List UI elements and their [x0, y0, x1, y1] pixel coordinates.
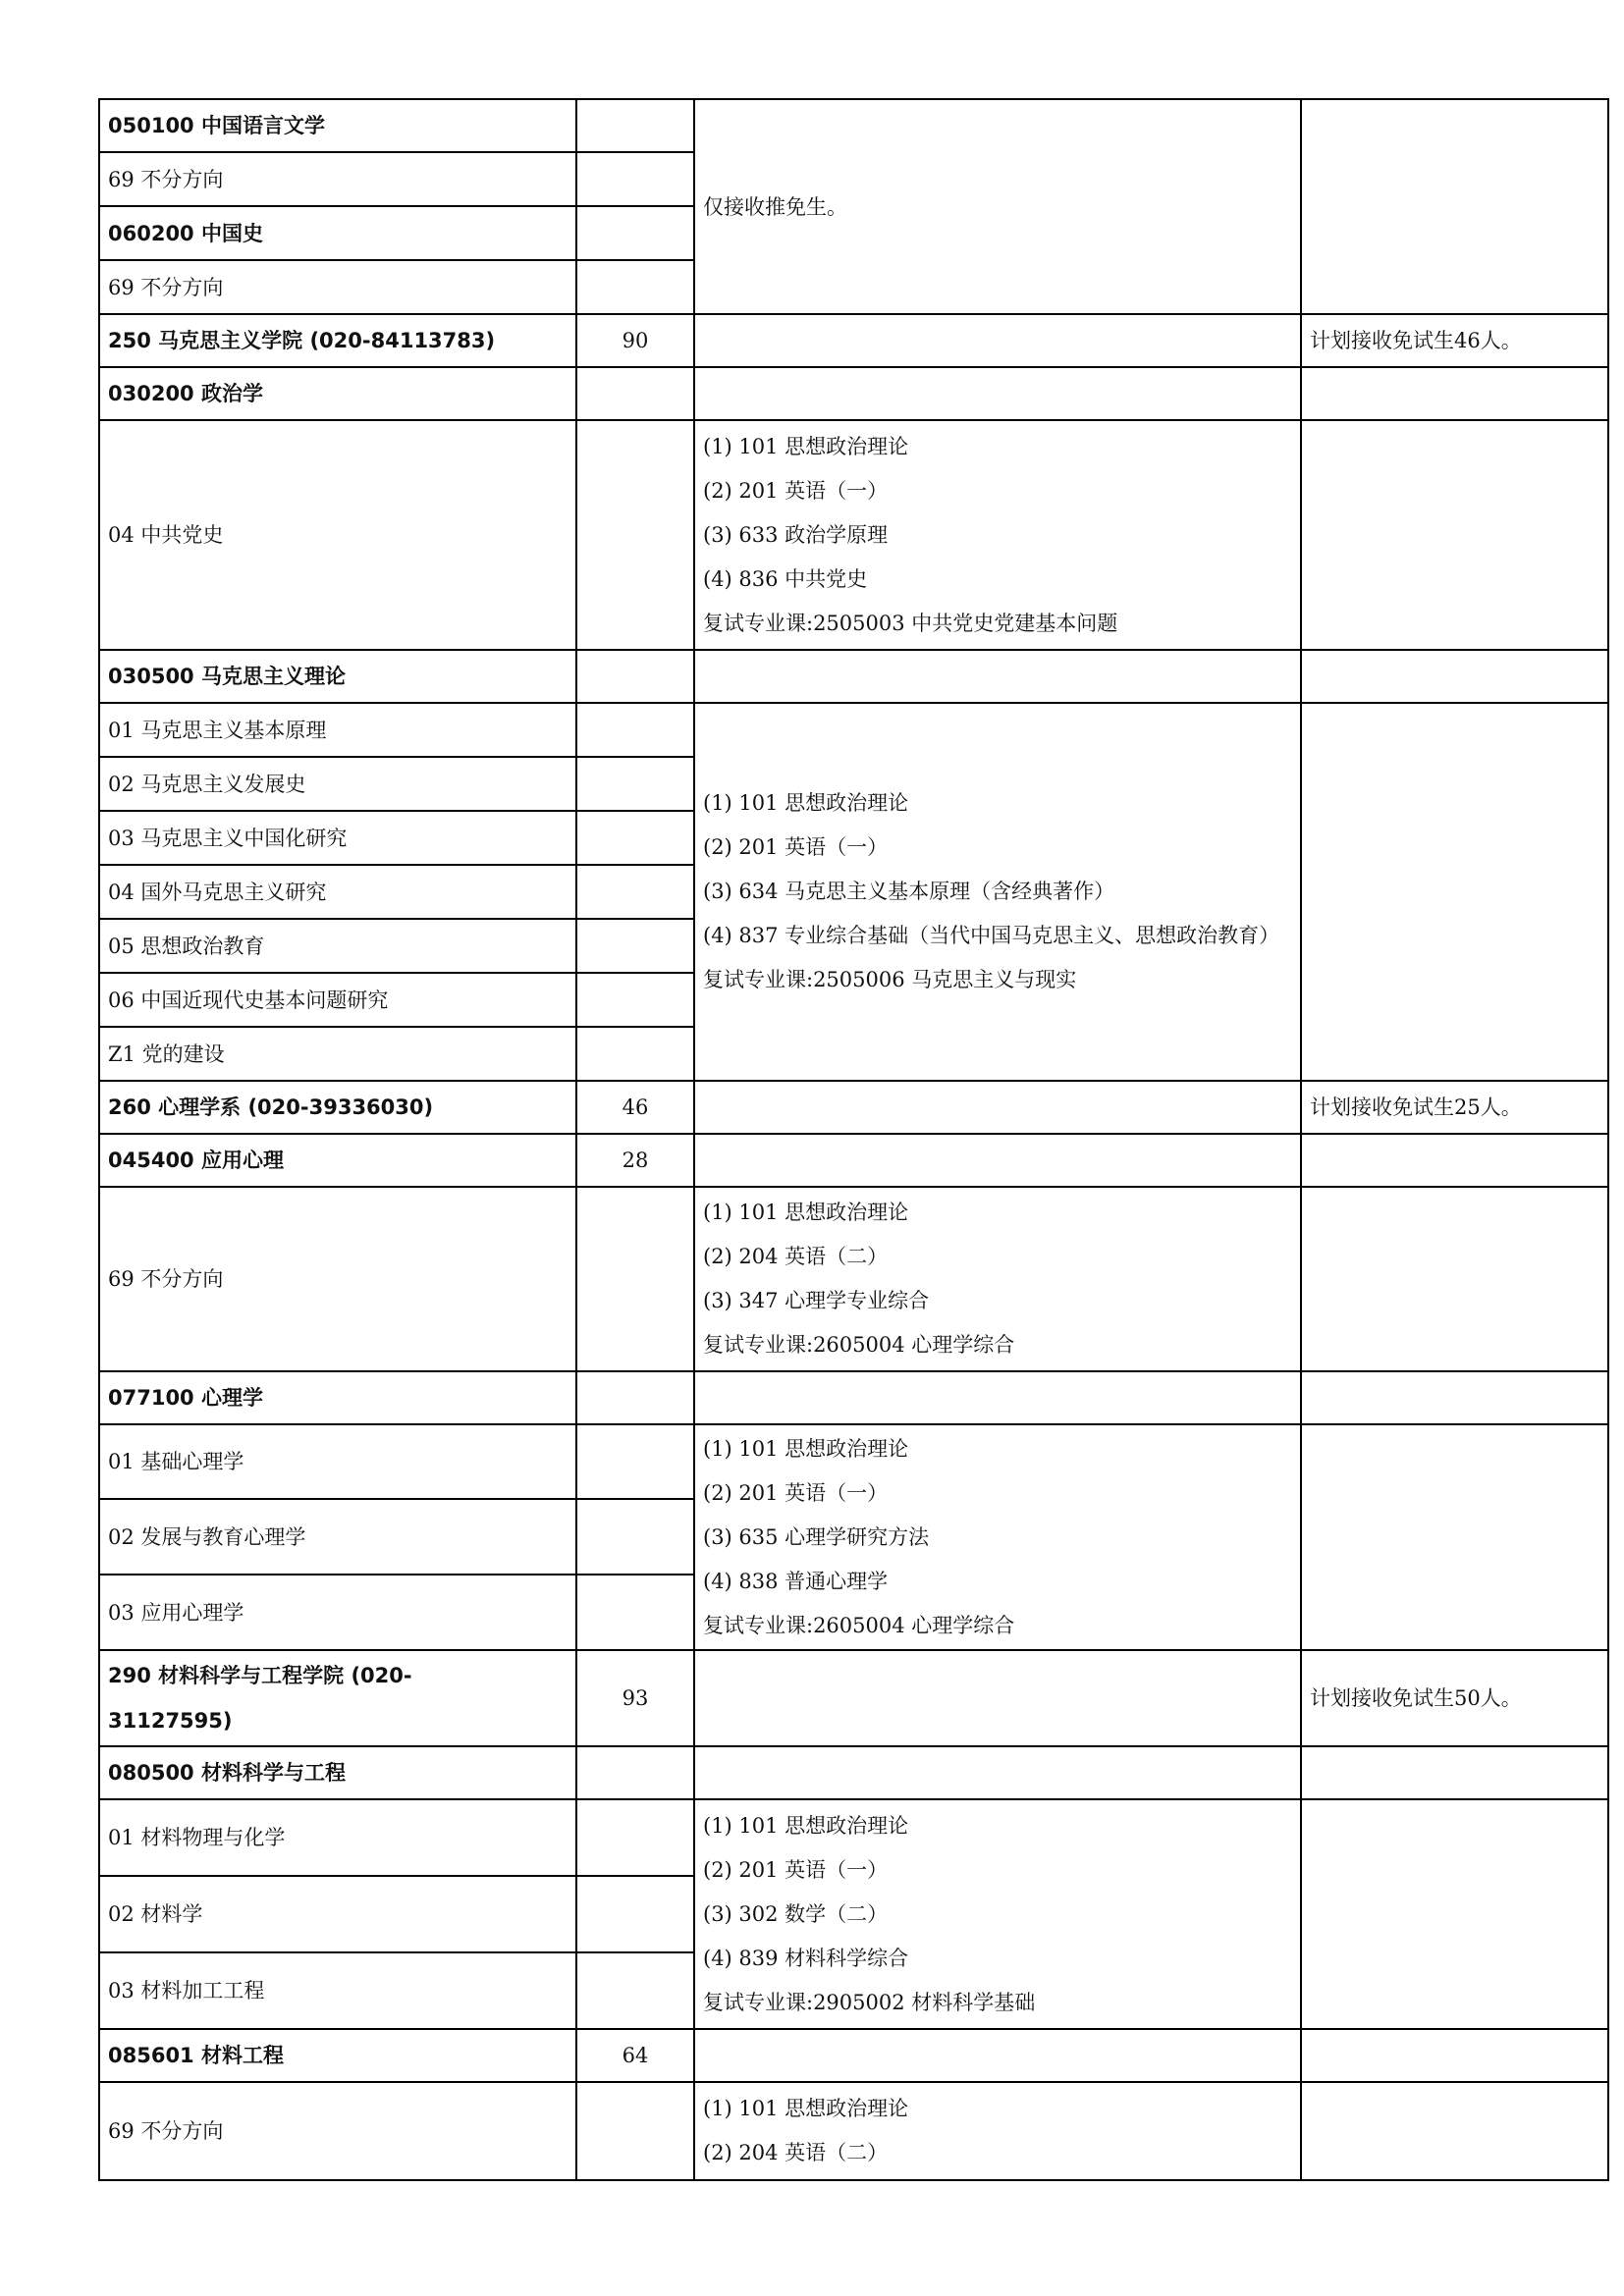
exam-subjects-cell — [694, 1187, 1301, 1371]
count-cell — [576, 206, 694, 260]
table-row — [99, 1187, 1608, 1371]
count-cell — [576, 99, 694, 152]
dept-250: 250 马克思主义学院 (020-84113783) — [99, 314, 576, 367]
exam-subjects-cell — [694, 1799, 1301, 2029]
exam-subjects-cell — [694, 1424, 1301, 1650]
table-row — [99, 99, 1608, 152]
exam-subjects-cell — [694, 1134, 1301, 1187]
direction-03: 03 应用心理学 — [99, 1575, 576, 1650]
table-row — [99, 2082, 1608, 2180]
direction-01: 01 材料物理与化学 — [99, 1799, 576, 1876]
direction-z1: Z1 党的建设 — [99, 1027, 576, 1081]
exam-line: (2) 201 英语（一） — [703, 1480, 889, 1505]
major-077100: 077100 心理学 — [99, 1371, 576, 1424]
major-050100: 050100 中国语言文学 — [99, 99, 576, 152]
remarks-cell — [1301, 420, 1608, 650]
dept-290-count: 93 — [576, 1650, 694, 1746]
table-row — [99, 367, 1608, 420]
count-cell — [576, 973, 694, 1027]
table-row — [99, 703, 1608, 757]
exam-line: (1) 101 思想政治理论 — [703, 791, 909, 815]
exam-subjects-cell — [694, 2029, 1301, 2082]
count-cell — [576, 1499, 694, 1575]
remarks-cell — [1301, 1371, 1608, 1424]
major-030500: 030500 马克思主义理论 — [99, 650, 576, 703]
count-cell — [576, 1187, 694, 1371]
count-cell — [576, 811, 694, 865]
exam-line: (4) 837 专业综合基础（当代中国马克思主义、思想政治教育） — [703, 924, 1280, 947]
table-row — [99, 1650, 1608, 1746]
exam-line: (3) 347 心理学专业综合 — [703, 1289, 930, 1312]
exam-line: (3) 633 政治学原理 — [703, 522, 889, 547]
dept-290 — [99, 1650, 576, 1746]
exam-line: (2) 204 英语（二） — [703, 2141, 889, 2164]
exam-subjects-cell — [694, 314, 1301, 367]
exam-line: (3) 634 马克思主义基本原理（含经典著作） — [703, 880, 1115, 903]
remarks-cell — [1301, 2082, 1608, 2180]
count-cell — [576, 919, 694, 973]
count-cell — [576, 1746, 694, 1799]
table-row — [99, 1799, 1608, 1876]
table-row — [99, 2029, 1608, 2082]
remarks-cell — [1301, 367, 1608, 420]
exam-line: (4) 836 中共党史 — [703, 566, 868, 591]
remarks-cell — [1301, 1187, 1608, 1371]
table-row — [99, 1134, 1608, 1187]
count-cell — [576, 1424, 694, 1499]
major-080500: 080500 材料科学与工程 — [99, 1746, 576, 1799]
dept-250-count: 90 — [576, 314, 694, 367]
direction-69: 69 不分方向 — [99, 260, 576, 314]
major-085601: 085601 材料工程 — [99, 2029, 576, 2082]
count-cell — [576, 2082, 694, 2180]
count-cell — [576, 1952, 694, 2029]
direction-69: 69 不分方向 — [99, 2082, 576, 2180]
count-cell — [576, 1799, 694, 1876]
remarks-cell — [1301, 1746, 1608, 1799]
count-cell — [576, 152, 694, 206]
count-cell — [576, 865, 694, 919]
exam-subjects-cell — [694, 650, 1301, 703]
exam-subjects-cell — [694, 1746, 1301, 1799]
count-cell — [576, 650, 694, 703]
exam-subjects-cell — [694, 2082, 1301, 2180]
major-030200: 030200 政治学 — [99, 367, 576, 420]
table-row — [99, 314, 1608, 367]
exam-line: 复试专业课:2905002 材料科学基础 — [703, 1990, 1036, 2014]
major-085601-count: 64 — [576, 2029, 694, 2082]
direction-01: 01 马克思主义基本原理 — [99, 703, 576, 757]
direction-02: 02 发展与教育心理学 — [99, 1499, 576, 1575]
exam-line: (3) 302 数学（二） — [703, 1901, 889, 1926]
count-cell — [576, 1575, 694, 1650]
direction-05: 05 思想政治教育 — [99, 919, 576, 973]
remarks-cell — [1301, 99, 1608, 314]
count-cell — [576, 420, 694, 650]
direction-69: 69 不分方向 — [99, 152, 576, 206]
exam-line: (2) 201 英语（一） — [703, 1857, 889, 1882]
remarks-cell — [1301, 1424, 1608, 1650]
remarks-cell — [1301, 2029, 1608, 2082]
major-045400: 045400 应用心理 — [99, 1134, 576, 1187]
remarks-cell — [1301, 1134, 1608, 1187]
exam-subjects-cell — [694, 1650, 1301, 1746]
exam-subjects-cell — [694, 703, 1301, 1081]
count-cell — [576, 1876, 694, 1952]
dept-290-note: 计划接收免试生50人。 — [1301, 1650, 1608, 1746]
remarks-cell — [1301, 650, 1608, 703]
table-row — [99, 1424, 1608, 1499]
major-060200: 060200 中国史 — [99, 206, 576, 260]
exam-line: (1) 101 思想政治理论 — [703, 1436, 909, 1461]
dept-260-count: 46 — [576, 1081, 694, 1134]
table-row — [99, 1371, 1608, 1424]
direction-03: 03 马克思主义中国化研究 — [99, 811, 576, 865]
exam-line: (2) 204 英语（二） — [703, 1245, 889, 1268]
remarks-cell — [1301, 703, 1608, 1081]
table-row — [99, 1081, 1608, 1134]
direction-04: 04 国外马克思主义研究 — [99, 865, 576, 919]
direction-02: 02 材料学 — [99, 1876, 576, 1952]
exam-line: (3) 635 心理学研究方法 — [703, 1524, 930, 1549]
table-row — [99, 650, 1608, 703]
admissions-table — [98, 98, 1609, 2181]
direction-01: 01 基础心理学 — [99, 1424, 576, 1499]
count-cell — [576, 757, 694, 811]
exam-line: (2) 201 英语（一） — [703, 835, 889, 859]
dept-290-name: 290 材料科学与工程学院 (020-31127595) — [108, 1664, 412, 1733]
dept-250-note: 计划接收免试生46人。 — [1301, 314, 1608, 367]
table-row — [99, 1746, 1608, 1799]
major-045400-count: 28 — [576, 1134, 694, 1187]
direction-02: 02 马克思主义发展史 — [99, 757, 576, 811]
exam-line: (4) 839 材料科学综合 — [703, 1946, 909, 1970]
exam-subjects-cell — [694, 420, 1301, 650]
direction-03: 03 材料加工工程 — [99, 1952, 576, 2029]
exam-subjects-cell — [694, 99, 1301, 314]
exam-line: (1) 101 思想政治理论 — [703, 434, 909, 458]
count-cell — [576, 703, 694, 757]
exam-subjects-cell — [694, 1081, 1301, 1134]
exam-line: (1) 101 思想政治理论 — [703, 1201, 909, 1224]
dept-260: 260 心理学系 (020-39336030) — [99, 1081, 576, 1134]
exam-line: (1) 101 思想政治理论 — [703, 2097, 909, 2120]
count-cell — [576, 1371, 694, 1424]
exam-line: 复试专业课:2505003 中共党史党建基本问题 — [703, 611, 1118, 635]
exam-line: (4) 838 普通心理学 — [703, 1569, 889, 1593]
exam-line: (2) 201 英语（一） — [703, 478, 889, 503]
direction-06: 06 中国近现代史基本问题研究 — [99, 973, 576, 1027]
count-cell — [576, 367, 694, 420]
exam-line: (1) 101 思想政治理论 — [703, 1813, 909, 1838]
direction-04: 04 中共党史 — [99, 420, 576, 650]
exam-line: 复试专业课:2605004 心理学综合 — [703, 1613, 1015, 1637]
dept-260-note: 计划接收免试生25人。 — [1301, 1081, 1608, 1134]
table-row — [99, 420, 1608, 650]
exam-line: 复试专业课:2505006 马克思主义与现实 — [703, 968, 1077, 991]
exam-line: 复试专业课:2605004 心理学综合 — [703, 1333, 1015, 1357]
exam-subjects-cell — [694, 367, 1301, 420]
direction-69: 69 不分方向 — [99, 1187, 576, 1371]
exam-subjects-cell — [694, 1371, 1301, 1424]
count-cell — [576, 1027, 694, 1081]
remarks-cell — [1301, 1799, 1608, 2029]
count-cell — [576, 260, 694, 314]
note-top: 仅接收推免生。 — [703, 194, 847, 219]
